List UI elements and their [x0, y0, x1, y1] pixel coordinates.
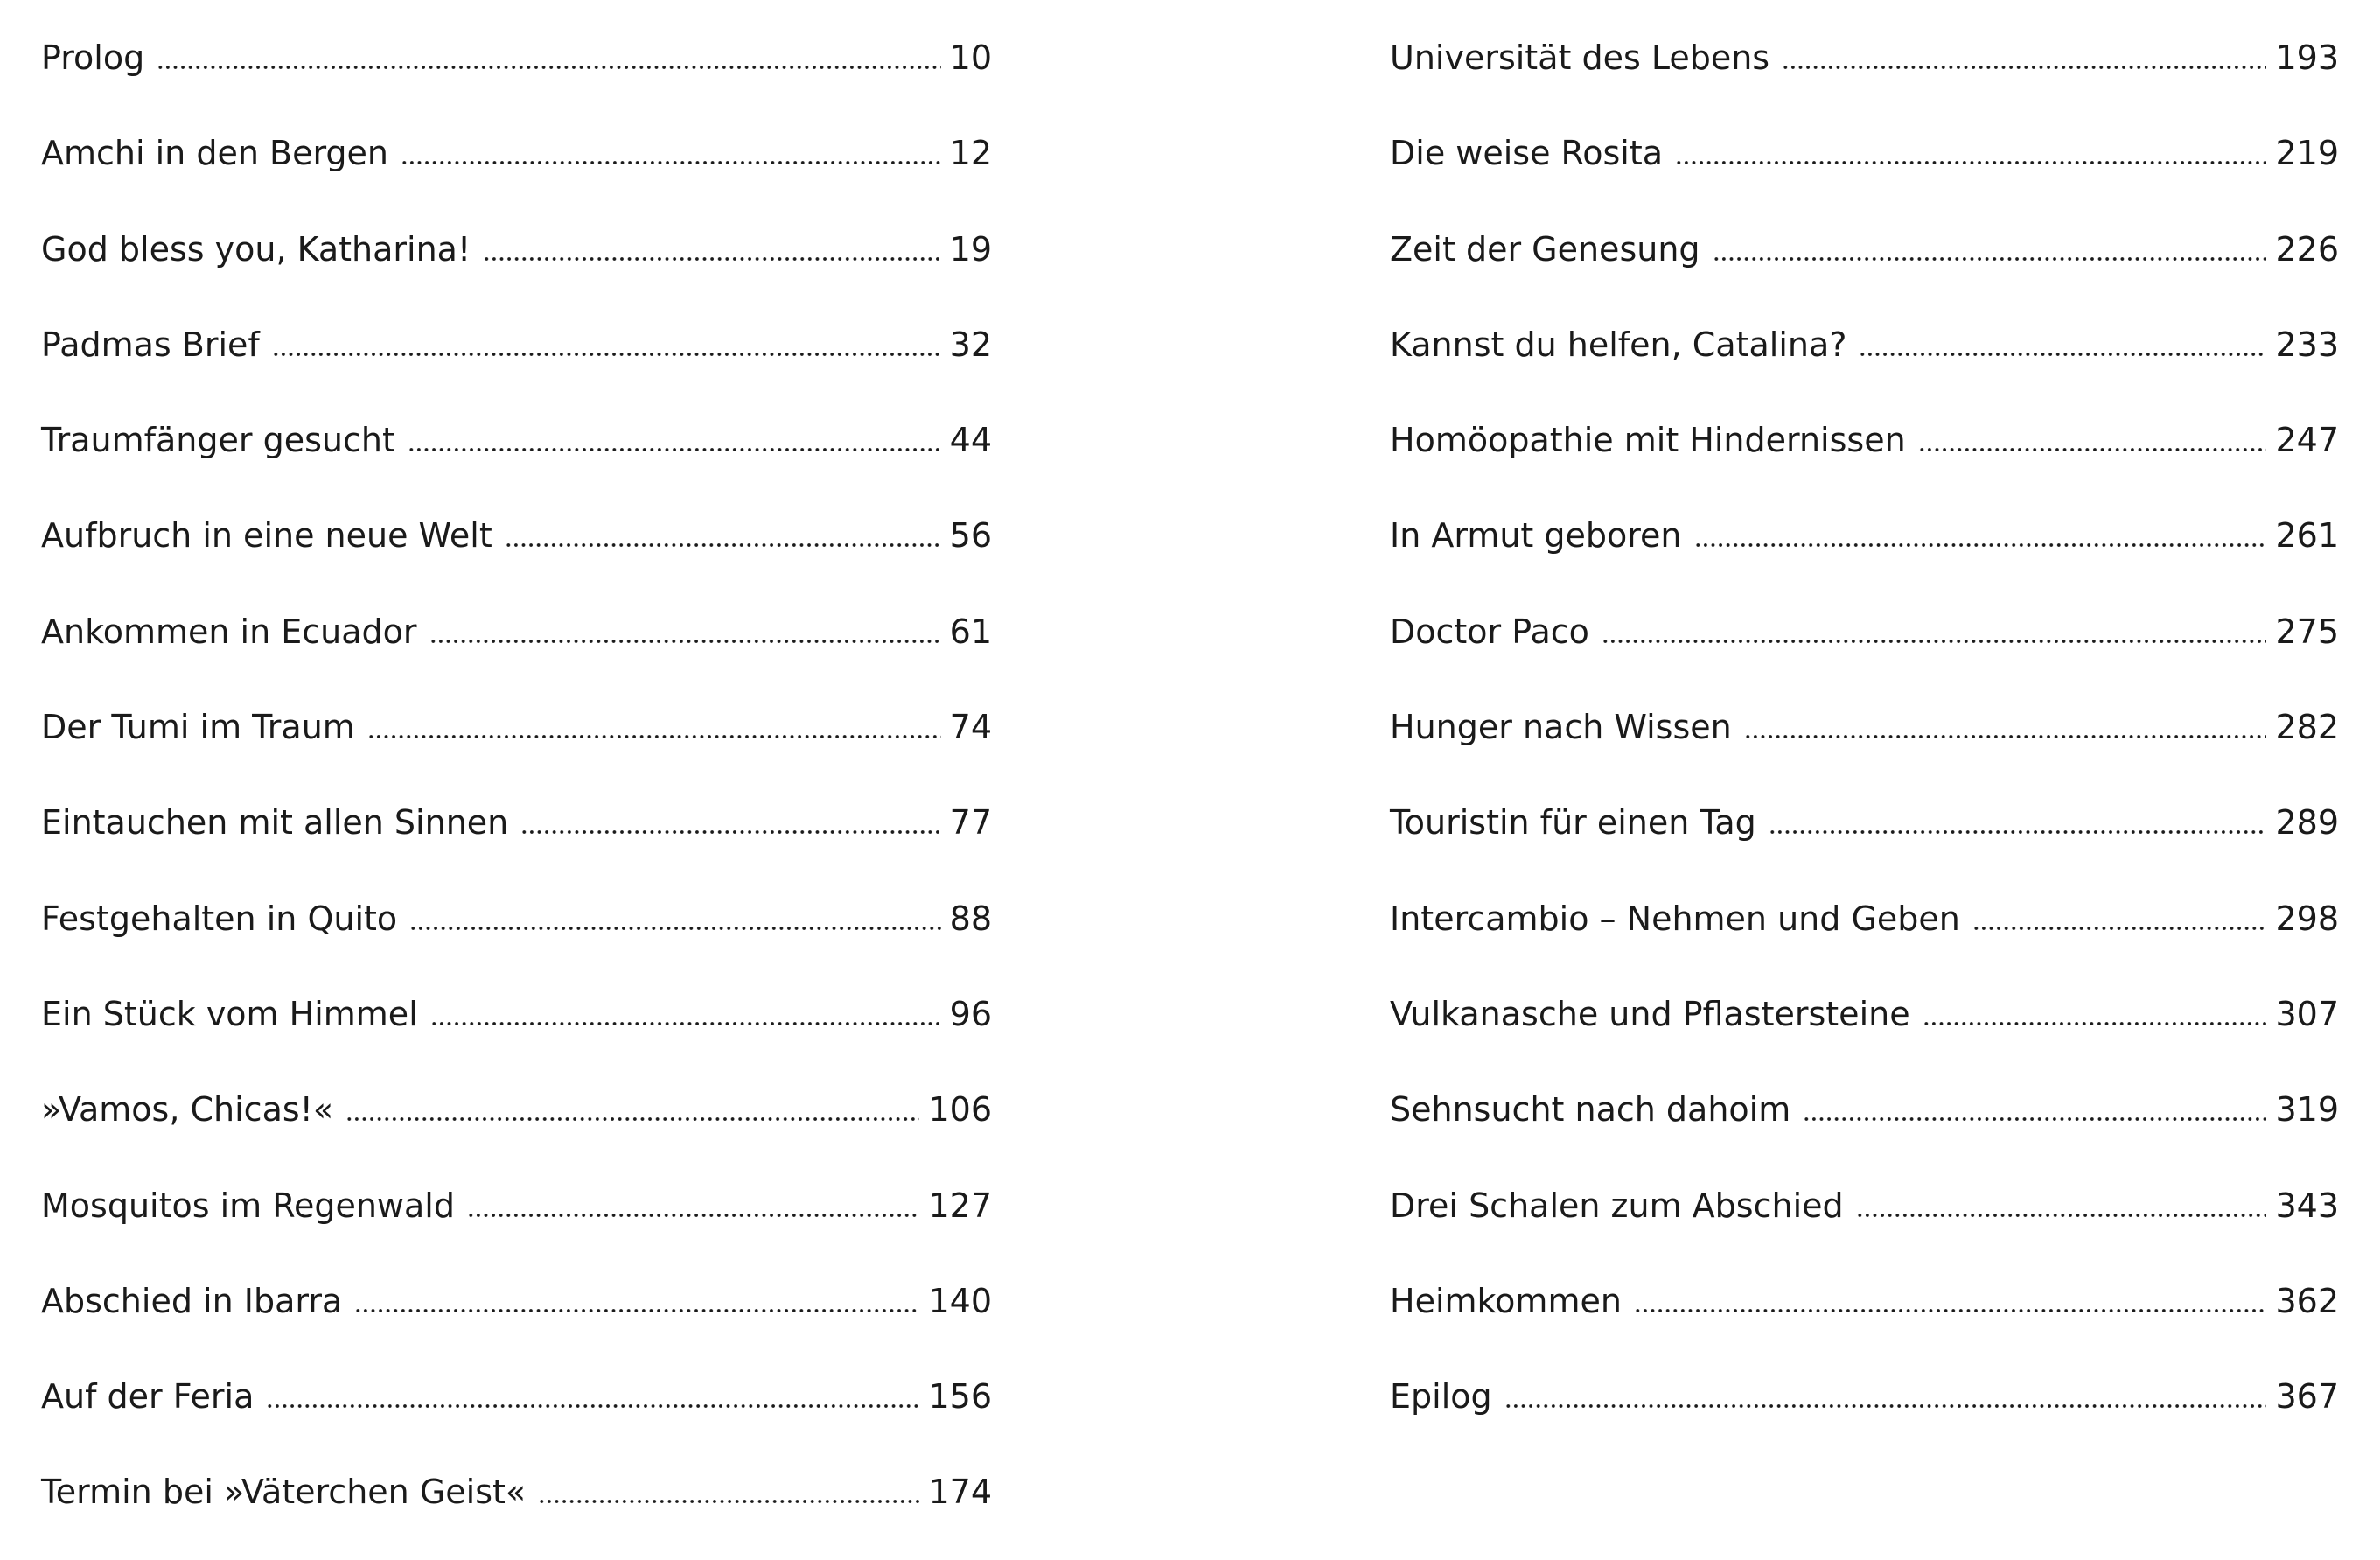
toc-entry-title: Die weise Rosita — [1390, 134, 1664, 173]
toc-entry[interactable] — [41, 1178, 992, 1273]
toc-right-column — [1390, 30, 2339, 1464]
toc-entry[interactable] — [1390, 412, 2339, 507]
toc-entry[interactable] — [41, 794, 992, 890]
dot-leader — [1713, 229, 2267, 262]
toc-entry[interactable] — [1390, 507, 2339, 603]
toc-entry[interactable] — [1390, 1368, 2339, 1464]
toc-entry-page: 156 — [928, 1377, 992, 1417]
dot-leader — [409, 899, 940, 932]
toc-entry[interactable] — [41, 125, 992, 220]
toc-entry-page: 127 — [928, 1186, 992, 1225]
toc-entry-page: 96 — [949, 994, 992, 1033]
dot-leader — [1634, 1281, 2267, 1314]
toc-entry-title: Auf der Feria — [41, 1377, 255, 1417]
toc-entry-page: 367 — [2275, 1377, 2339, 1417]
toc-entry[interactable] — [1390, 1178, 2339, 1273]
dot-leader — [538, 1472, 919, 1505]
toc-entry-page: 140 — [928, 1281, 992, 1320]
toc-entry-title: Touristin für einen Tag — [1390, 803, 1756, 843]
toc-entry-title: Amchi in den Bergen — [41, 134, 388, 173]
toc-entry-title: Aufbruch in eine neue Welt — [41, 516, 492, 556]
toc-entry-page: 19 — [949, 229, 992, 269]
toc-entry-page: 226 — [2275, 229, 2339, 269]
toc-entry-title: Traumfänger gesucht — [41, 421, 395, 460]
toc-entry-title: Universität des Lebens — [1390, 38, 1770, 77]
toc-entry-title: Hunger nach Wissen — [1390, 708, 1732, 747]
toc-entry-page: 88 — [949, 899, 992, 938]
toc-entry-page: 289 — [2275, 803, 2339, 843]
toc-entry-page: 12 — [949, 134, 992, 173]
toc-entry-page: 106 — [928, 1090, 992, 1130]
dot-leader — [1675, 133, 2266, 166]
toc-entry[interactable] — [41, 30, 992, 125]
toc-entry-title: Sehnsucht nach dahoim — [1390, 1090, 1791, 1130]
dot-leader — [1602, 612, 2267, 645]
toc-entry-page: 44 — [949, 421, 992, 460]
toc-entry-title: Termin bei »Väterchen Geist« — [41, 1473, 527, 1512]
toc-entry-title: Festgehalten in Quito — [41, 899, 398, 938]
toc-entry[interactable] — [1390, 986, 2339, 1081]
toc-entry-page: 61 — [949, 612, 992, 651]
toc-entry-title: Zeit der Genesung — [1390, 229, 1700, 269]
toc-entry-page: 298 — [2275, 899, 2339, 938]
toc-entry-title: Padmas Brief — [41, 325, 260, 364]
dot-leader — [1504, 1376, 2267, 1410]
dot-leader — [430, 994, 941, 1027]
dot-leader — [467, 1186, 919, 1219]
toc-entry-page: 275 — [2275, 612, 2339, 651]
dot-leader — [1694, 515, 2267, 549]
dot-leader — [1856, 1186, 2267, 1219]
dot-leader — [429, 612, 941, 645]
dot-leader — [354, 1281, 919, 1314]
toc-entry-page: 362 — [2275, 1281, 2339, 1320]
toc-entry[interactable] — [41, 221, 992, 317]
dot-leader — [1803, 1089, 2266, 1123]
dot-leader — [1918, 420, 2267, 453]
dot-leader — [345, 1089, 919, 1123]
toc-entry-title: Eintauchen mit allen Sinnen — [41, 803, 509, 843]
dot-leader — [1782, 38, 2266, 71]
toc-entry-page: 74 — [949, 708, 992, 747]
toc-entry-page: 233 — [2275, 325, 2339, 364]
toc-entry-title: Vulkanasche und Pflastersteine — [1390, 994, 1910, 1033]
dot-leader — [483, 229, 940, 262]
toc-entry-title: Drei Schalen zum Abschied — [1390, 1186, 1844, 1225]
toc-entry[interactable] — [41, 412, 992, 507]
toc-entry-title: God bless you, Katharina! — [41, 229, 471, 269]
toc-entry-title: In Armut geboren — [1390, 516, 1682, 556]
dot-leader — [367, 707, 941, 740]
dot-leader — [1923, 994, 2267, 1027]
toc-entry[interactable] — [41, 604, 992, 699]
toc-entry-page: 247 — [2275, 421, 2339, 460]
toc-entry-page: 32 — [949, 325, 992, 364]
toc-entry-page: 10 — [949, 38, 992, 77]
toc-entry[interactable] — [1390, 699, 2339, 794]
toc-entry-title: Prolog — [41, 38, 145, 77]
dot-leader — [1859, 325, 2266, 358]
toc-entry[interactable] — [41, 1368, 992, 1464]
toc-entry[interactable] — [41, 507, 992, 603]
toc-entry[interactable] — [41, 1464, 992, 1559]
toc-entry[interactable] — [41, 317, 992, 412]
dot-leader — [520, 802, 940, 836]
toc-left-column — [41, 30, 992, 1560]
toc-entry[interactable] — [41, 699, 992, 794]
toc-entry[interactable] — [1390, 604, 2339, 699]
toc-entry-title: Der Tumi im Traum — [41, 708, 355, 747]
dot-leader — [1744, 707, 2267, 740]
toc-entry-page: 219 — [2275, 134, 2339, 173]
toc-entry[interactable] — [1390, 1273, 2339, 1368]
toc-entry-page: 307 — [2275, 994, 2339, 1033]
dot-leader — [1769, 802, 2267, 836]
toc-entry-page: 319 — [2275, 1090, 2339, 1130]
toc-entry[interactable] — [1390, 794, 2339, 890]
toc-entry-title: Doctor Paco — [1390, 612, 1589, 651]
toc-entry[interactable] — [41, 1273, 992, 1368]
toc-entry[interactable] — [1390, 1081, 2339, 1177]
dot-leader — [1972, 899, 2267, 932]
toc-entry[interactable] — [1390, 125, 2339, 220]
toc-entry-page: 261 — [2275, 516, 2339, 556]
toc-entry[interactable] — [41, 1081, 992, 1177]
dot-leader — [401, 133, 941, 166]
toc-entry-title: Kannst du helfen, Catalina? — [1390, 325, 1847, 364]
toc-entry[interactable] — [1390, 317, 2339, 412]
toc-entry-page: 193 — [2275, 38, 2339, 77]
toc-entry[interactable] — [41, 891, 992, 986]
toc-entry-title: Heimkommen — [1390, 1281, 1622, 1320]
toc-entry-title: Homöopathie mit Hindernissen — [1390, 421, 1906, 460]
toc-entry-page: 174 — [928, 1473, 992, 1512]
dot-leader — [266, 1376, 919, 1410]
dot-leader — [157, 38, 940, 71]
dot-leader — [272, 325, 941, 358]
toc-entry-title: Abschied in Ibarra — [41, 1281, 343, 1320]
toc-entry-title: Ankommen in Ecuador — [41, 612, 417, 651]
toc-entry[interactable] — [41, 986, 992, 1081]
toc-entry-title: »Vamos, Chicas!« — [41, 1090, 334, 1130]
toc-entry[interactable] — [1390, 30, 2339, 125]
toc-entry-title: Ein Stück vom Himmel — [41, 994, 418, 1033]
toc-entry-title: Epilog — [1390, 1377, 1492, 1417]
toc-entry-title: Intercambio – Nehmen und Geben — [1390, 899, 1960, 938]
dot-leader — [408, 420, 941, 453]
toc-entry-title: Mosquitos im Regenwald — [41, 1186, 455, 1225]
toc-entry-page: 77 — [949, 803, 992, 843]
toc-entry-page: 343 — [2275, 1186, 2339, 1225]
dot-leader — [505, 515, 941, 549]
toc-entry-page: 282 — [2275, 708, 2339, 747]
toc-entry-page: 56 — [949, 516, 992, 556]
toc-entry[interactable] — [1390, 891, 2339, 986]
toc-entry[interactable] — [1390, 221, 2339, 317]
